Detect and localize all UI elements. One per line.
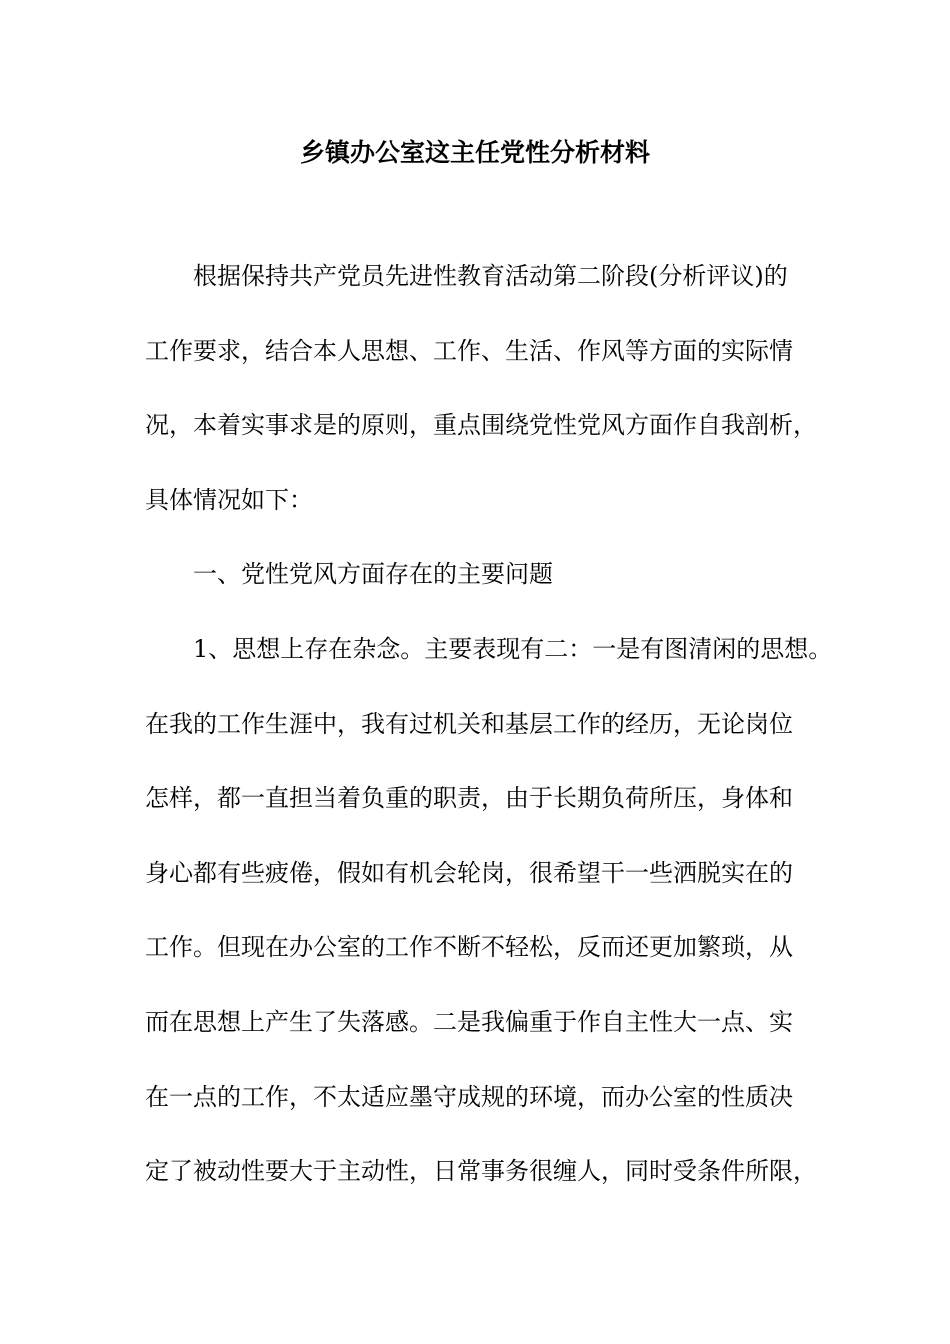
- paragraph-line-9: 工作。但现在办公室的工作不断不轻松，反而还更加繁琐，从: [145, 933, 793, 961]
- paragraph-line-7: 怎样，都一直担当着负重的职责，由于长期负荷所压，身体和: [145, 784, 793, 812]
- paragraph-line-3: 况，本着实事求是的原则，重点围绕党性党风方面作自我剖析，: [145, 411, 817, 439]
- paragraph-line-11: 在一点的工作，不太适应墨守成规的环境，而办公室的性质决: [145, 1083, 793, 1111]
- section-heading-1: 一、党性党风方面存在的主要问题: [193, 560, 553, 588]
- paragraph-line-8: 身心都有些疲倦，假如有机会轮岗，很希望干一些洒脱实在的: [145, 859, 793, 887]
- paragraph-line-1: 根据保持共产党员先进性教育活动第二阶段(分析评议)的: [193, 262, 788, 290]
- paragraph-line-5: 1、思想上存在杂念。主要表现有二：一是有图清闲的思想。: [193, 635, 833, 663]
- paragraph-line-6: 在我的工作生涯中，我有过机关和基层工作的经历，无论岗位: [145, 710, 793, 738]
- paragraph-line-10: 而在思想上产生了失落感。二是我偏重于作自主性大一点、实: [145, 1008, 793, 1036]
- paragraph-line-2: 工作要求，结合本人思想、工作、生活、作风等方面的实际情: [145, 337, 793, 365]
- document-title: 乡镇办公室这主任党性分析材料: [299, 138, 650, 167]
- paragraph-line-12: 定了被动性要大于主动性，日常事务很缠人，同时受条件所限，: [145, 1157, 817, 1185]
- paragraph-line-4: 具体情况如下：: [145, 486, 313, 514]
